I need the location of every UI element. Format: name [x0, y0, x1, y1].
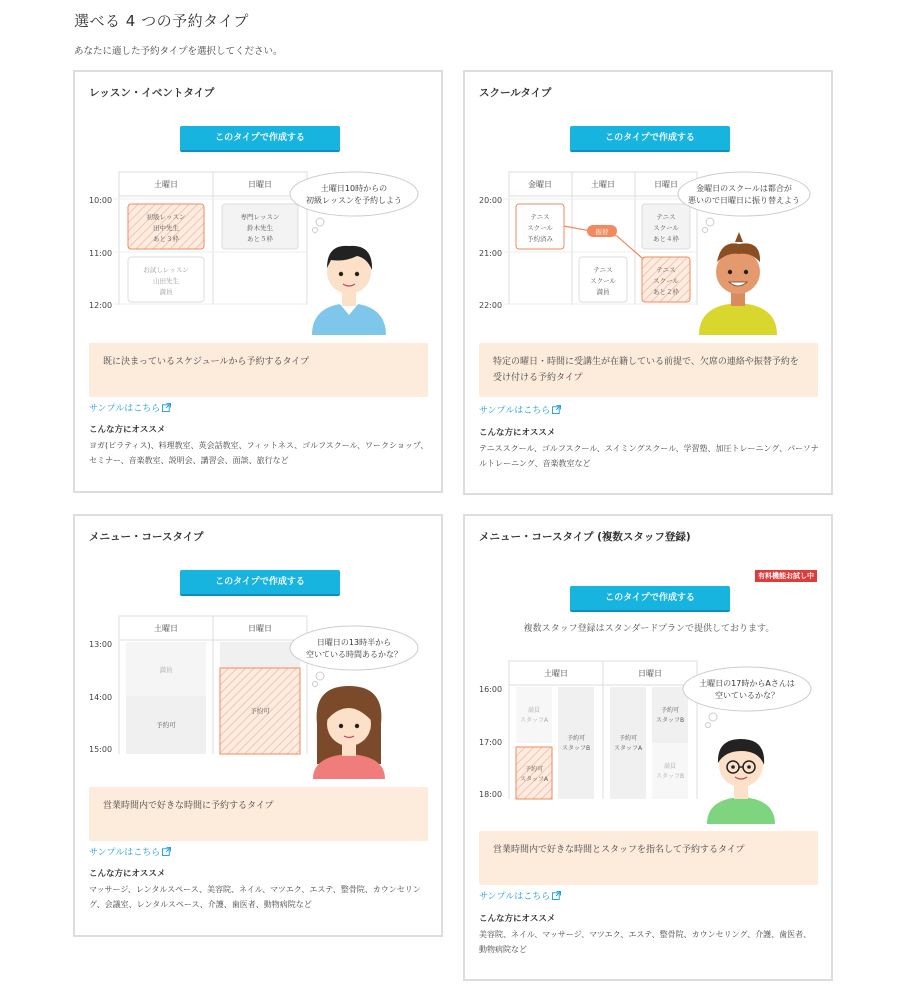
slot-label: 予約可: [250, 707, 270, 715]
event-line: スクール: [590, 277, 616, 285]
time-label: 15:00: [89, 745, 113, 754]
slot-label: 満員: [159, 666, 173, 674]
thought-bubble-line: 土曜日の17時からAさんは: [699, 679, 795, 688]
external-link-icon: [552, 891, 561, 900]
sample-link[interactable]: サンプルはこちら: [479, 889, 561, 902]
thought-bubble-line: 土曜日10時からの: [320, 184, 388, 193]
day-label: 土曜日: [544, 669, 568, 678]
time-label: 13:00: [89, 640, 113, 649]
day-label: 日曜日: [248, 624, 272, 633]
time-label: 21:00: [479, 249, 503, 258]
event-name: お試しレッスン: [143, 266, 189, 274]
person-icon: [313, 686, 385, 779]
create-button[interactable]: このタイプで作成する: [180, 570, 340, 596]
create-button[interactable]: このタイプで作成する: [570, 126, 730, 152]
event-line: スクール: [653, 277, 679, 285]
day-label: 金曜日: [528, 180, 552, 189]
sample-link[interactable]: サンプルはこちら: [479, 403, 561, 416]
school-schedule-illustration: [477, 170, 817, 335]
type-description: 営業時間内で好きな時間に予約するタイプ: [89, 787, 428, 841]
time-label: 20:00: [479, 196, 503, 205]
thought-bubble-line: 空いているかな？: [715, 691, 779, 700]
day-label: 日曜日: [638, 669, 662, 678]
thought-bubble-line: 初級レッスンを予約しよう: [306, 196, 402, 205]
transfer-tag: 振替: [595, 228, 609, 236]
card-title: スクールタイプ: [479, 87, 552, 99]
plan-note: 複数スタッフ登録はスタンダードプランで提供しております。: [523, 624, 775, 634]
slot-staff: スタッフA: [519, 717, 549, 724]
event-line: あと４枠: [653, 235, 679, 243]
card-title: メニュー・コースタイプ: [89, 531, 204, 543]
lesson-schedule-illustration: [87, 170, 427, 335]
event-teacher: 鈴木先生: [247, 224, 273, 232]
external-link-icon: [162, 847, 171, 856]
event-line: テニス: [656, 213, 676, 221]
event-teacher: 田中先生: [153, 224, 179, 232]
time-label: 22:00: [479, 301, 503, 310]
slot-staff: スタッフB: [655, 773, 685, 780]
type-description: 既に決まっているスケジュールから予約するタイプ: [89, 343, 428, 397]
slot-staff: スタッフA: [613, 745, 643, 752]
sample-link[interactable]: サンプルはこちら: [89, 845, 171, 858]
slot-staff: スタッフB: [655, 717, 685, 724]
day-label: 土曜日: [591, 180, 615, 189]
event-line: スクール: [653, 224, 679, 232]
day-label: 日曜日: [248, 180, 272, 189]
external-link-icon: [162, 403, 171, 412]
event-line: 満員: [596, 288, 610, 296]
time-label: 16:00: [479, 685, 503, 694]
person-icon: [312, 246, 386, 335]
time-label: 17:00: [479, 738, 503, 747]
thought-bubble-line: 金曜日のスクールは都合が: [696, 184, 792, 193]
recommend-title: こんな方にオススメ: [89, 869, 166, 879]
create-button[interactable]: このタイプで作成する: [570, 586, 730, 612]
person-icon: [707, 739, 775, 824]
card-title: メニュー・コースタイプ (複数スタッフ登録): [479, 531, 691, 543]
event-name: 初級レッスン: [146, 213, 186, 221]
thought-bubble-line: 悪いので日曜日に振り替えよう: [688, 196, 800, 205]
slot-staff: スタッフB: [561, 745, 591, 752]
sample-link[interactable]: サンプルはこちら: [89, 401, 171, 414]
event-slots: あと５枠: [247, 235, 273, 243]
recommend-body: マッサージ、レンタルスペース、美容院、ネイル、マツエク、エステ、整骨院、カウンセリング、会議室、レンタルスペース、介護、歯医者、動物病院など: [89, 885, 421, 909]
time-label: 10:00: [89, 196, 113, 205]
thought-bubble-line: 日曜日の13時半から: [316, 638, 392, 647]
recommend-title: こんな方にオススメ: [479, 914, 556, 924]
time-label: 14:00: [89, 693, 113, 702]
day-label: 土曜日: [154, 624, 178, 633]
type-description: 営業時間内で好きな時間とスタッフを指名して予約するタイプ: [479, 831, 818, 885]
recommend-body: 美容院、ネイル、マッサージ、マツエク、エステ、整骨院、カウンセリング、介護、歯医者、動物病院など: [479, 930, 812, 954]
event-line: あと２枠: [653, 288, 679, 296]
type-description: 特定の曜日・時間に受講生が在籍している前提で、欠席の連絡や振替予約を受け付ける予約タイプ: [479, 343, 818, 397]
external-link-icon: [552, 405, 561, 414]
slot-staff: スタッフA: [519, 776, 549, 783]
event-slots: あと３枠: [153, 235, 179, 243]
slot-label: 予約可: [524, 766, 544, 773]
event-line: テニス: [530, 213, 550, 221]
menu-schedule-illustration: [87, 614, 427, 779]
slot-label: 満員: [527, 707, 541, 714]
recommend-title: こんな方にオススメ: [89, 425, 166, 435]
slot-label: 予約可: [566, 735, 586, 742]
card-title: レッスン・イベントタイプ: [89, 87, 215, 99]
time-label: 11:00: [89, 249, 113, 258]
card-lesson-event: [73, 70, 443, 493]
day-label: 日曜日: [654, 180, 678, 189]
event-line: テニス: [593, 266, 613, 274]
recommend-title: こんな方にオススメ: [479, 428, 556, 438]
event-line: スクール: [527, 224, 553, 232]
page-title: 選べる 4 つの予約タイプ: [74, 12, 249, 30]
slot-label: 予約可: [618, 735, 638, 742]
page-subtitle: あなたに適した予約タイプを選択してください。: [74, 46, 283, 57]
event-line: テニス: [656, 266, 676, 274]
time-label: 18:00: [479, 790, 503, 799]
event-line: 予約済み: [527, 235, 553, 243]
person-icon: [699, 232, 777, 335]
time-label: 12:00: [89, 301, 113, 310]
event-slots: 満員: [159, 288, 173, 296]
slot-label: 予約可: [156, 721, 176, 729]
card-menu-course-multi-staff: [463, 514, 833, 981]
slot-label: 満員: [663, 763, 677, 770]
card-school: [463, 70, 833, 495]
recommend-body: ヨガ(ピラティス)、料理教室、英会話教室、フィットネス、ゴルフスクール、ワークショップ、セミナー、音楽教室、説明会、講習会、面談、旅行など: [89, 441, 429, 465]
day-label: 土曜日: [154, 180, 178, 189]
thought-bubble-line: 空いている時間あるかな？: [306, 650, 402, 659]
event-teacher: 山田先生: [153, 277, 179, 285]
create-button[interactable]: このタイプで作成する: [180, 126, 340, 152]
card-menu-course: [73, 514, 443, 937]
event-name: 専門レッスン: [240, 213, 280, 221]
paid-trial-badge: 有料機能お試し中: [755, 570, 817, 582]
slot-label: 予約可: [660, 707, 680, 714]
recommend-body: テニススクール、ゴルフスクール、スイミングスクール、学習塾、加圧トレーニング、パーソナルトレーニング、音楽教室など: [479, 444, 819, 468]
multi-staff-schedule-illustration: [477, 659, 817, 824]
